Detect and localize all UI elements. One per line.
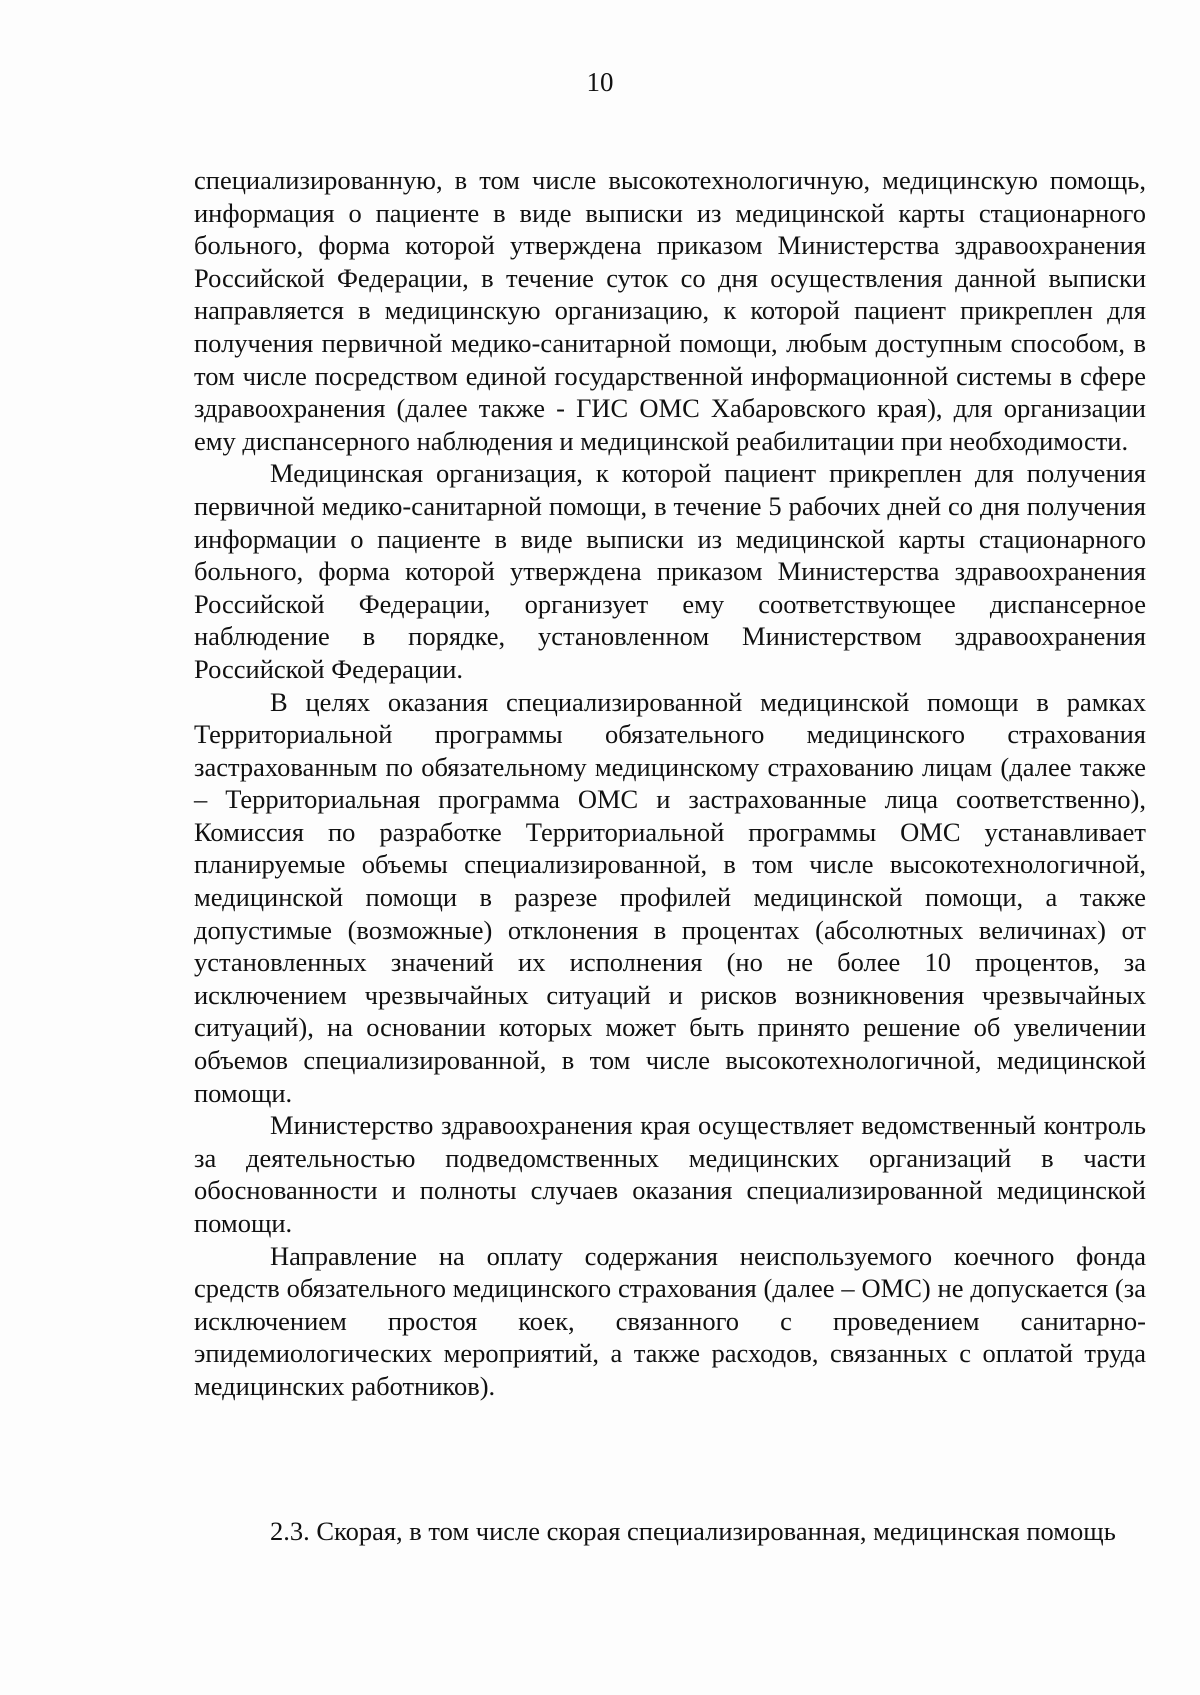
page-number: 10 xyxy=(586,67,614,97)
document-body xyxy=(194,164,1146,1403)
section-heading: 2.3. Скорая, в том числе скорая специализированная, медицинская помощь xyxy=(270,1516,1116,1546)
paragraph: Медицинская организация, к которой пациент прикреплен для получения первичной медико-санитарной помощи, в течение 5 рабочих дней со дня получения информации о пациенте в виде выписки из медицинской карты стационарного больного, форма которой утверждена приказом Министерства здравоохранения Российской Федерации, организует ему соответствующее диспансерное наблюдение в порядке, установленном Министерством здравоохранения Российской Федерации. xyxy=(194,458,1146,684)
paragraph: Направление на оплату содержания неиспользуемого коечного фонда средств обязательного медицинского страхования (далее – ОМС) не допускается (за исключением простоя коек, связанного с проведением санитарно-эпидемиологических мероприятий, а также расходов, связанных с оплатой труда медицинских работников). xyxy=(194,1240,1146,1401)
paragraph: В целях оказания специализированной медицинской помощи в рамках Территориальной программы обязательного медицинского страхования застрахованным по обязательному медицинскому страхованию лицам (далее также – Территориальная программа ОМС и застрахованные лица соответственно), Комиссия по разработке Территориальной программы ОМС устанавливает планируемые объемы специализированной, в том числе высокотехнологичной, медицинской помощи в разрезе профилей медицинской помощи, а также допустимые (возможные) отклонения в процентах (абсолютных величинах) от установленных значений их исполнения (но не более 10 процентов, за исключением чрезвычайных ситуаций и рисков возникновения чрезвычайных ситуаций), на основании которых может быть принято решение об увеличении объемов специализированной, в том числе высокотехнологичной, медицинской помощи. xyxy=(194,686,1146,1108)
paragraph-continuation: специализированную, в том числе высокотехнологичную, медицинскую помощь, информация о пациенте в виде выписки из медицинской карты стационарного больного, форма которой утверждена приказом Министерства здравоохранения Российской Федерации, в течение суток со дня осуществления данной выписки направляется в медицинскую организацию, к которой пациент прикреплен для получения первичной медико-санитарной помощи, любым доступным способом, в том числе посредством единой государственной информационной системы в сфере здравоохранения (далее также - ГИС ОМС Хабаровского края), для организации ему диспансерного наблюдения и медицинской реабилитации при необходимости. xyxy=(194,165,1146,456)
paragraph: Министерство здравоохранения края осуществляет ведомственный контроль за деятельностью подведомственных медицинских организаций в части обоснованности и полноты случаев оказания специализированной медицинской помощи. xyxy=(194,1110,1146,1238)
